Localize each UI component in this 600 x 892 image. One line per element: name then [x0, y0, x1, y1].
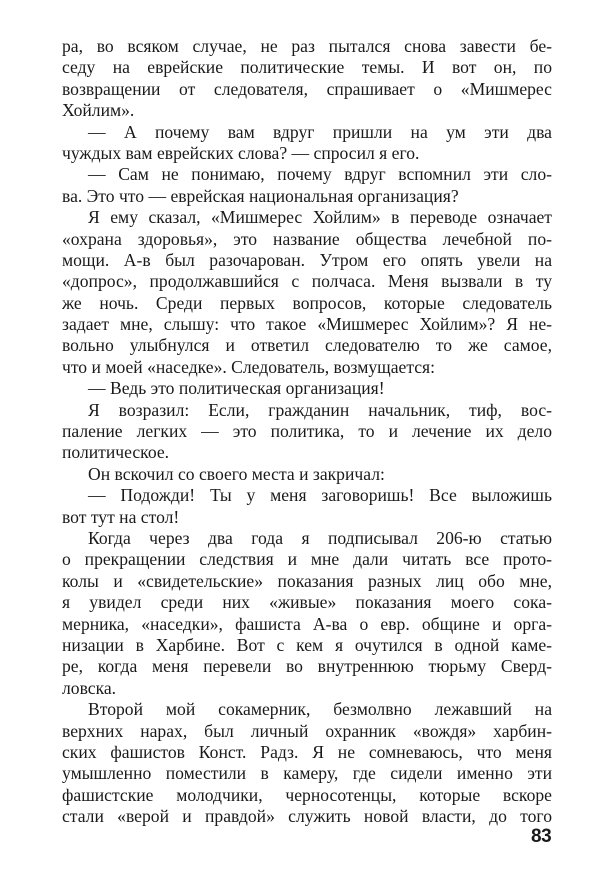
- text-line: вот тут на стол!: [62, 506, 180, 527]
- text-line: мерника, «наседки», фашиста А-ва о евр. общине и орга-: [62, 613, 552, 634]
- text-line: фашистские молодчики, черносотенцы, которые вскоре: [62, 784, 552, 805]
- text-line: «охрана здоровья», это название общества лечебной по-: [62, 228, 552, 249]
- text-line: седу на еврейские политические темы. И вот он, по: [62, 57, 552, 78]
- text-line: — Подожди! Ты у меня заговоришь! Все выложишь: [88, 485, 552, 506]
- text-line: Когда через два года я подписывал 206-ю статью: [88, 527, 552, 548]
- text-line: Второй мой сокамерник, безмолвно лежавший на: [88, 699, 552, 720]
- text-line: Он вскочил со своего места и закричал:: [88, 463, 385, 484]
- text-line: чуждых вам еврейских слова? — спросил я его.: [62, 142, 420, 163]
- text-line: я увидел среди них «живые» показания моего сока-: [62, 592, 552, 613]
- text-line: задает мне, слышу: что такое «Мишмерес Хойлим»? Я не-: [62, 314, 552, 335]
- text-line: Я ему сказал, «Мишмерес Хойлим» в переводе означает: [88, 207, 552, 228]
- text-line: «допрос», продолжавшийся с полчаса. Меня вызвали в ту: [62, 271, 552, 292]
- text-line: возвращении от следователя, спрашивает о «Мишмерес: [62, 78, 552, 99]
- text-line: мощи. А-в был разочарован. Утром его опять увели на: [62, 249, 552, 270]
- text-line: — А почему вам вдруг пришли на ум эти два: [88, 121, 552, 142]
- text-line: ва. Это что — еврейская национальная организация?: [62, 185, 459, 206]
- text-line: вольно улыбнулся и ответил следователю то же самое,: [62, 335, 552, 356]
- text-line: о прекращении следствия и мне дали читать все прото-: [62, 549, 552, 570]
- text-line: низации в Харбине. Вот с кем я очутился в одной каме-: [62, 634, 552, 655]
- text-line: ских фашистов Конст. Радз. Я не сомневаюсь, что меня: [62, 741, 552, 762]
- page-number: 83: [531, 826, 552, 847]
- text-line: ре, когда меня перевели во внутреннюю тюрьму Сверд-: [62, 656, 552, 677]
- text-line: — Ведь это политическая организация!: [88, 378, 385, 399]
- text-line: Я возразил: Если, гражданин начальник, тиф, вос-: [88, 399, 552, 420]
- text-line: умышленно поместили в камеру, где сидели именно эти: [62, 763, 552, 784]
- body-text: [62, 36, 552, 827]
- text-line: паление легких — это политика, то и лечение их дело: [62, 421, 552, 442]
- text-line: ра, во всяком случае, не раз пытался снова завести бе-: [62, 36, 552, 56]
- text-line: стали «верой и правдой» служить новой власти, до того: [62, 806, 552, 827]
- text-line: же ночь. Среди первых вопросов, которые следователь: [62, 292, 552, 313]
- text-line: — Сам не понимаю, почему вдруг вспомнил эти сло-: [88, 164, 552, 185]
- text-line: верхних нарах, был личный охранник «вождя» харбин-: [62, 720, 552, 741]
- text-line: политическое.: [62, 442, 170, 463]
- text-line: Хойлим».: [62, 100, 135, 121]
- text-line: что и моей «наседке». Следователь, возмущается:: [62, 356, 436, 377]
- text-line: ловска.: [62, 677, 117, 698]
- text-line: колы и «свидетельские» показания разных лиц обо мне,: [62, 570, 552, 591]
